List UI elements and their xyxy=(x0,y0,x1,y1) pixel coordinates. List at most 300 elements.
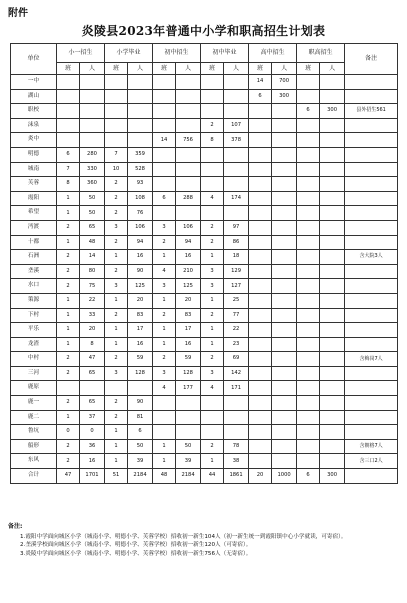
value-cell xyxy=(297,264,320,279)
remark-cell: 含大院3人 xyxy=(345,250,398,265)
value-cell: 16 xyxy=(176,250,201,265)
remark-cell xyxy=(345,177,398,192)
value-cell xyxy=(249,162,272,177)
table-row xyxy=(11,293,398,308)
value-cell xyxy=(297,308,320,323)
value-cell: 80 xyxy=(80,264,105,279)
value-cell xyxy=(201,425,224,440)
value-cell: 44 xyxy=(201,469,224,484)
value-cell: 83 xyxy=(176,308,201,323)
value-cell xyxy=(153,410,176,425)
value-cell xyxy=(320,89,345,104)
value-cell xyxy=(320,293,345,308)
remark-cell: 县外招生561 xyxy=(345,104,398,119)
value-cell: 1 xyxy=(153,439,176,454)
value-cell: 528 xyxy=(128,162,153,177)
value-cell xyxy=(320,396,345,411)
value-cell: 90 xyxy=(128,264,153,279)
value-cell xyxy=(249,352,272,367)
value-cell xyxy=(272,177,297,192)
value-cell: 16 xyxy=(128,250,153,265)
value-cell: 1 xyxy=(201,250,224,265)
value-cell: 50 xyxy=(80,191,105,206)
value-cell xyxy=(249,337,272,352)
unit-cell: 明德 xyxy=(11,147,57,162)
value-cell xyxy=(224,206,249,221)
value-cell: 3 xyxy=(105,366,128,381)
value-cell xyxy=(57,104,80,119)
value-cell: 2 xyxy=(153,308,176,323)
page-title: 炎陵县2023年普通中小学和职高招生计划表 xyxy=(81,24,326,38)
value-cell: 48 xyxy=(153,469,176,484)
table-row xyxy=(11,118,398,133)
value-cell xyxy=(105,75,128,90)
value-cell: 0 xyxy=(57,425,80,440)
value-cell: 1 xyxy=(57,308,80,323)
unit-cell: 鲁坑 xyxy=(11,425,57,440)
header-sub-class: 班 xyxy=(57,63,80,75)
value-cell xyxy=(249,366,272,381)
value-cell: 23 xyxy=(224,337,249,352)
value-cell xyxy=(57,75,80,90)
value-cell xyxy=(128,75,153,90)
unit-cell: 炎中 xyxy=(11,133,57,148)
value-cell: 2 xyxy=(105,352,128,367)
unit-cell: 船形 xyxy=(11,439,57,454)
value-cell xyxy=(249,220,272,235)
unit-cell: 芙蓉 xyxy=(11,177,57,192)
value-cell: 8 xyxy=(201,133,224,148)
unit-cell: 三河 xyxy=(11,366,57,381)
remark-cell xyxy=(345,381,398,396)
value-cell: 1 xyxy=(153,250,176,265)
value-cell xyxy=(80,89,105,104)
remark-cell xyxy=(345,293,398,308)
value-cell: 2 xyxy=(57,220,80,235)
table-row xyxy=(11,133,398,148)
value-cell: 280 xyxy=(80,147,105,162)
value-cell xyxy=(320,177,345,192)
value-cell: 8 xyxy=(57,177,80,192)
value-cell xyxy=(272,396,297,411)
value-cell: 90 xyxy=(128,396,153,411)
value-cell: 3 xyxy=(201,366,224,381)
value-cell: 1 xyxy=(57,235,80,250)
value-cell xyxy=(249,264,272,279)
value-cell xyxy=(249,235,272,250)
value-cell: 2 xyxy=(105,235,128,250)
value-cell: 4 xyxy=(153,264,176,279)
value-cell xyxy=(201,410,224,425)
value-cell xyxy=(297,220,320,235)
table-row xyxy=(11,439,398,454)
value-cell: 3 xyxy=(105,279,128,294)
value-cell: 50 xyxy=(80,206,105,221)
value-cell xyxy=(176,162,201,177)
value-cell: 39 xyxy=(128,454,153,469)
value-cell: 47 xyxy=(80,352,105,367)
value-cell: 78 xyxy=(224,439,249,454)
value-cell: 65 xyxy=(80,220,105,235)
value-cell xyxy=(128,104,153,119)
value-cell xyxy=(249,191,272,206)
value-cell: 20 xyxy=(176,293,201,308)
unit-cell: 龙渣 xyxy=(11,337,57,352)
header-sub-people: 人 xyxy=(224,63,249,75)
table-row xyxy=(11,162,398,177)
value-cell: 1 xyxy=(201,323,224,338)
table-row xyxy=(11,352,398,367)
table-row xyxy=(11,279,398,294)
value-cell: 18 xyxy=(224,250,249,265)
remark-cell: 含朝格7人 xyxy=(345,439,398,454)
unit-cell: 下村 xyxy=(11,308,57,323)
value-cell xyxy=(297,366,320,381)
value-cell: 2 xyxy=(105,396,128,411)
value-cell xyxy=(105,118,128,133)
value-cell xyxy=(57,133,80,148)
value-cell xyxy=(297,162,320,177)
value-cell: 300 xyxy=(320,469,345,484)
value-cell: 1701 xyxy=(80,469,105,484)
header-sub-people: 人 xyxy=(176,63,201,75)
value-cell xyxy=(249,396,272,411)
value-cell: 360 xyxy=(80,177,105,192)
value-cell: 127 xyxy=(224,279,249,294)
note-item: 2.垄溪学校面向城区小学（城南小学、明德小学、芙蓉学校）招收初一新生120人（可寄宿）。 xyxy=(20,542,252,549)
value-cell xyxy=(320,220,345,235)
value-cell xyxy=(224,147,249,162)
value-cell: 1 xyxy=(105,439,128,454)
value-cell: 22 xyxy=(80,293,105,308)
value-cell: 1 xyxy=(57,410,80,425)
value-cell: 16 xyxy=(128,337,153,352)
value-cell xyxy=(176,118,201,133)
value-cell xyxy=(249,133,272,148)
value-cell xyxy=(320,162,345,177)
value-cell xyxy=(176,177,201,192)
value-cell xyxy=(320,410,345,425)
remark-cell xyxy=(345,191,398,206)
unit-cell: 中村 xyxy=(11,352,57,367)
value-cell: 6 xyxy=(249,89,272,104)
value-cell: 1 xyxy=(105,323,128,338)
value-cell xyxy=(272,104,297,119)
table-row xyxy=(11,396,398,411)
value-cell: 1 xyxy=(201,337,224,352)
value-cell: 94 xyxy=(128,235,153,250)
value-cell: 1 xyxy=(153,337,176,352)
value-cell xyxy=(297,381,320,396)
value-cell: 2 xyxy=(57,366,80,381)
value-cell xyxy=(249,118,272,133)
value-cell: 2 xyxy=(57,264,80,279)
value-cell: 77 xyxy=(224,308,249,323)
unit-cell: 策源 xyxy=(11,293,57,308)
value-cell xyxy=(297,323,320,338)
header-group: 初中招生 xyxy=(153,44,201,63)
value-cell: 97 xyxy=(224,220,249,235)
value-cell: 51 xyxy=(105,469,128,484)
value-cell: 3 xyxy=(153,366,176,381)
value-cell xyxy=(272,220,297,235)
value-cell: 2 xyxy=(105,177,128,192)
value-cell xyxy=(128,381,153,396)
value-cell: 2 xyxy=(201,439,224,454)
value-cell xyxy=(320,308,345,323)
value-cell xyxy=(272,250,297,265)
remark-cell xyxy=(345,89,398,104)
value-cell: 7 xyxy=(57,162,80,177)
value-cell xyxy=(153,206,176,221)
value-cell: 2 xyxy=(201,118,224,133)
value-cell: 65 xyxy=(80,396,105,411)
value-cell: 2 xyxy=(57,352,80,367)
value-cell: 1 xyxy=(57,323,80,338)
value-cell xyxy=(249,439,272,454)
value-cell xyxy=(272,366,297,381)
value-cell xyxy=(249,147,272,162)
value-cell: 2 xyxy=(57,439,80,454)
unit-cell: 沫泉 xyxy=(11,118,57,133)
value-cell: 6 xyxy=(153,191,176,206)
value-cell xyxy=(320,264,345,279)
value-cell xyxy=(201,206,224,221)
unit-cell: 平乐 xyxy=(11,323,57,338)
value-cell: 1 xyxy=(57,191,80,206)
value-cell xyxy=(224,104,249,119)
value-cell: 17 xyxy=(176,323,201,338)
value-cell xyxy=(249,454,272,469)
remark-cell xyxy=(345,133,398,148)
header-sub-people: 人 xyxy=(128,63,153,75)
remark-cell xyxy=(345,469,398,484)
value-cell xyxy=(272,323,297,338)
header-sub-people: 人 xyxy=(320,63,345,75)
remark-cell xyxy=(345,323,398,338)
remark-cell xyxy=(345,425,398,440)
value-cell xyxy=(176,104,201,119)
value-cell: 37 xyxy=(80,410,105,425)
value-cell xyxy=(201,162,224,177)
value-cell: 1 xyxy=(57,206,80,221)
value-cell xyxy=(297,293,320,308)
value-cell xyxy=(272,147,297,162)
value-cell xyxy=(224,410,249,425)
value-cell: 94 xyxy=(176,235,201,250)
unit-cell: 霞阳 xyxy=(11,191,57,206)
value-cell: 2184 xyxy=(128,469,153,484)
value-cell: 39 xyxy=(176,454,201,469)
unit-cell: 鹿一 xyxy=(11,396,57,411)
value-cell xyxy=(297,118,320,133)
note-item: 1.霞阳中学面向城区小学（城南小学、明德小学、芙蓉学校）招收初一新生104人（初一新生统一到霞阳镇中心小学就读，可寄宿）。 xyxy=(20,534,347,541)
table-row xyxy=(11,220,398,235)
value-cell: 2 xyxy=(201,220,224,235)
value-cell xyxy=(272,308,297,323)
table-row xyxy=(11,454,398,469)
value-cell xyxy=(201,147,224,162)
remark-cell xyxy=(345,206,398,221)
table-row xyxy=(11,425,398,440)
value-cell xyxy=(272,118,297,133)
unit-cell: 东风 xyxy=(11,454,57,469)
value-cell xyxy=(297,410,320,425)
table-row xyxy=(11,308,398,323)
value-cell xyxy=(320,147,345,162)
value-cell: 1 xyxy=(105,337,128,352)
value-cell: 288 xyxy=(176,191,201,206)
value-cell: 14 xyxy=(249,75,272,90)
unit-cell: 一中 xyxy=(11,75,57,90)
unit-cell: 城南 xyxy=(11,162,57,177)
value-cell: 76 xyxy=(128,206,153,221)
value-cell xyxy=(272,235,297,250)
value-cell xyxy=(224,177,249,192)
value-cell: 1 xyxy=(105,250,128,265)
value-cell: 59 xyxy=(128,352,153,367)
value-cell xyxy=(272,293,297,308)
value-cell: 128 xyxy=(128,366,153,381)
value-cell xyxy=(320,191,345,206)
value-cell xyxy=(272,352,297,367)
value-cell xyxy=(297,425,320,440)
value-cell: 25 xyxy=(224,293,249,308)
value-cell: 2 xyxy=(57,396,80,411)
value-cell: 2 xyxy=(105,191,128,206)
value-cell xyxy=(201,104,224,119)
value-cell xyxy=(320,235,345,250)
value-cell xyxy=(176,75,201,90)
remark-cell xyxy=(345,75,398,90)
value-cell xyxy=(176,206,201,221)
value-cell: 59 xyxy=(176,352,201,367)
value-cell: 20 xyxy=(80,323,105,338)
value-cell xyxy=(224,162,249,177)
value-cell xyxy=(272,206,297,221)
value-cell xyxy=(320,133,345,148)
remark-cell xyxy=(345,162,398,177)
value-cell xyxy=(297,235,320,250)
value-cell xyxy=(297,89,320,104)
header-sub-class: 班 xyxy=(297,63,320,75)
value-cell xyxy=(297,396,320,411)
value-cell: 210 xyxy=(176,264,201,279)
value-cell xyxy=(320,381,345,396)
value-cell: 6 xyxy=(297,104,320,119)
value-cell xyxy=(249,206,272,221)
value-cell: 125 xyxy=(176,279,201,294)
value-cell: 65 xyxy=(80,366,105,381)
value-cell: 50 xyxy=(128,439,153,454)
value-cell xyxy=(297,279,320,294)
value-cell xyxy=(80,104,105,119)
value-cell: 6 xyxy=(57,147,80,162)
value-cell xyxy=(297,352,320,367)
table-row xyxy=(11,337,398,352)
header-sub-class: 班 xyxy=(153,63,176,75)
unit-cell: 希望 xyxy=(11,206,57,221)
remark-cell: 含梅岗7人 xyxy=(345,352,398,367)
value-cell: 2 xyxy=(57,454,80,469)
remark-cell xyxy=(345,235,398,250)
value-cell: 4 xyxy=(201,191,224,206)
value-cell: 1 xyxy=(57,337,80,352)
table-row xyxy=(11,89,398,104)
unit-cell: 职校 xyxy=(11,104,57,119)
value-cell xyxy=(105,89,128,104)
header-group: 小学毕业 xyxy=(105,44,153,63)
value-cell xyxy=(272,337,297,352)
value-cell: 300 xyxy=(272,89,297,104)
value-cell: 378 xyxy=(224,133,249,148)
value-cell xyxy=(57,89,80,104)
unit-cell: 垄溪 xyxy=(11,264,57,279)
value-cell: 48 xyxy=(80,235,105,250)
value-cell: 174 xyxy=(224,191,249,206)
value-cell xyxy=(128,118,153,133)
value-cell: 6 xyxy=(297,469,320,484)
header-unit: 单位 xyxy=(11,44,57,75)
value-cell: 1 xyxy=(105,454,128,469)
value-cell: 4 xyxy=(201,381,224,396)
value-cell: 1 xyxy=(201,454,224,469)
remark-cell xyxy=(345,337,398,352)
value-cell: 125 xyxy=(128,279,153,294)
value-cell xyxy=(201,89,224,104)
value-cell: 2 xyxy=(201,352,224,367)
value-cell xyxy=(320,75,345,90)
value-cell xyxy=(105,133,128,148)
value-cell xyxy=(153,425,176,440)
value-cell xyxy=(297,206,320,221)
value-cell xyxy=(80,381,105,396)
unit-cell: 石洲 xyxy=(11,250,57,265)
value-cell xyxy=(297,191,320,206)
value-cell: 1861 xyxy=(224,469,249,484)
value-cell: 2 xyxy=(105,206,128,221)
value-cell xyxy=(249,104,272,119)
value-cell: 1 xyxy=(105,293,128,308)
value-cell: 1 xyxy=(201,293,224,308)
value-cell xyxy=(249,293,272,308)
header-sub-people: 人 xyxy=(272,63,297,75)
value-cell xyxy=(272,279,297,294)
value-cell xyxy=(80,118,105,133)
table-row xyxy=(11,410,398,425)
value-cell xyxy=(224,75,249,90)
value-cell xyxy=(201,177,224,192)
value-cell: 1000 xyxy=(272,469,297,484)
table-row xyxy=(11,206,398,221)
table-row xyxy=(11,366,398,381)
unit-cell: 鹿二 xyxy=(11,410,57,425)
value-cell xyxy=(320,323,345,338)
value-cell xyxy=(128,133,153,148)
value-cell: 47 xyxy=(57,469,80,484)
remark-cell xyxy=(345,396,398,411)
value-cell: 300 xyxy=(320,104,345,119)
remark-cell xyxy=(345,308,398,323)
value-cell xyxy=(272,439,297,454)
value-cell: 3 xyxy=(201,279,224,294)
header-group: 职高招生 xyxy=(297,44,345,63)
value-cell xyxy=(272,425,297,440)
value-cell xyxy=(297,454,320,469)
value-cell xyxy=(153,104,176,119)
value-cell: 83 xyxy=(128,308,153,323)
value-cell: 16 xyxy=(176,337,201,352)
